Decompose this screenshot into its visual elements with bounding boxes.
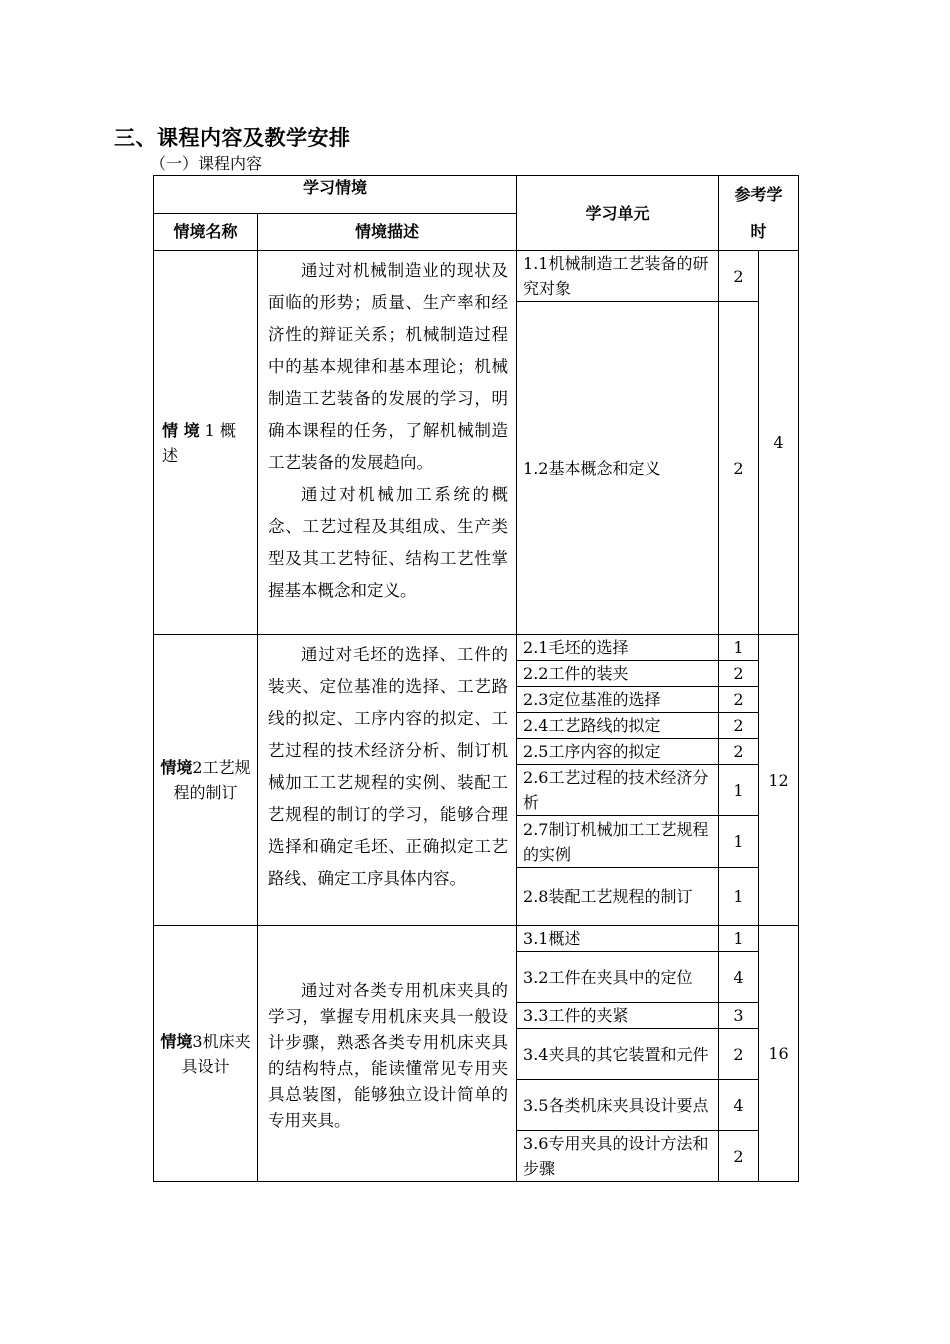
unit-hours: 2 bbox=[719, 1029, 759, 1080]
situation-description: 通过对毛坯的选择、工件的装夹、定位基准的选择、工艺路线的拟定、工序内容的拟定、工艺过程的技术经济分析、制订机械加工工艺规程的实例、装配工艺规程的制订的学习，能够合理选择和确定毛坯、正确拟定工艺路线、确定工序具体内容。 bbox=[258, 635, 517, 926]
unit-title: 2.4工艺路线的拟定 bbox=[517, 713, 719, 739]
unit-hours: 1 bbox=[719, 868, 759, 926]
unit-hours: 2 bbox=[719, 713, 759, 739]
subsection-heading: （一）课程内容 bbox=[150, 154, 263, 173]
header-unit: 学习单元 bbox=[517, 176, 719, 251]
unit-hours: 1 bbox=[719, 816, 759, 868]
unit-hours: 1 bbox=[719, 926, 759, 952]
unit-title: 2.6工艺过程的技术经济分析 bbox=[517, 765, 719, 816]
unit-hours: 2 bbox=[719, 661, 759, 687]
situation-description: 通过对机械制造业的现状及面临的形势；质量、生产率和经济性的辩证关系；机械制造过程中的基本规律和基本理论；机械制造工艺装备的发展的学习，明确本课程的任务，了解机械制造工艺装备的发展趋向。 通过对机械加工系统的概念、工艺过程及其组成、生产类型及其工艺特征、结构工艺性掌握基本概念和定义。 bbox=[258, 251, 517, 635]
unit-hours: 2 bbox=[719, 739, 759, 765]
section-heading: 三、课程内容及教学安排 bbox=[114, 126, 351, 150]
unit-hours: 2 bbox=[719, 687, 759, 713]
unit-title: 3.2工件在夹具中的定位 bbox=[517, 952, 719, 1003]
header-name: 情境名称 bbox=[154, 213, 258, 251]
situation-name: 情境3机床夹具设计 bbox=[154, 926, 258, 1182]
header-row bbox=[154, 176, 799, 214]
unit-title: 2.1毛坯的选择 bbox=[517, 635, 719, 661]
header-hours bbox=[719, 176, 799, 251]
unit-hours: 4 bbox=[719, 1080, 759, 1131]
unit-hours: 2 bbox=[719, 302, 759, 635]
situation-description: 通过对各类专用机床夹具的学习，掌握专用机床夹具一般设计步骤，熟悉各类专用机床夹具的结构特点，能读懂常见专用夹具总装图，能够独立设计简单的专用夹具。 bbox=[258, 926, 517, 1182]
table-row bbox=[154, 926, 799, 952]
unit-title: 3.5各类机床夹具设计要点 bbox=[517, 1080, 719, 1131]
unit-title: 1.1机械制造工艺装备的研究对象 bbox=[517, 251, 719, 302]
unit-title: 2.7制订机械加工工艺规程的实例 bbox=[517, 816, 719, 868]
header-description: 情境描述 bbox=[258, 213, 517, 251]
unit-title: 2.8装配工艺规程的制订 bbox=[517, 868, 719, 926]
unit-hours: 1 bbox=[719, 635, 759, 661]
unit-hours: 4 bbox=[719, 952, 759, 1003]
header-hours-line2: 时 bbox=[750, 222, 767, 241]
unit-title: 1.2基本概念和定义 bbox=[517, 302, 719, 635]
situation-name: 情境2工艺规程的制订 bbox=[154, 635, 258, 926]
unit-title: 2.2工件的装夹 bbox=[517, 661, 719, 687]
unit-title: 3.3工件的夹紧 bbox=[517, 1003, 719, 1029]
unit-title: 3.4夹具的其它装置和元件 bbox=[517, 1029, 719, 1080]
header-situation: 学习情境 bbox=[154, 176, 517, 214]
course-content-table bbox=[153, 175, 799, 1182]
situation-total-hours: 12 bbox=[759, 635, 799, 926]
situation-total-hours: 4 bbox=[759, 251, 799, 635]
unit-title: 3.6专用夹具的设计方法和步骤 bbox=[517, 1131, 719, 1182]
situation-total-hours: 16 bbox=[759, 926, 799, 1182]
header-hours-line1: 参考学 bbox=[734, 185, 783, 204]
situation-name: 情 境 1 概述 bbox=[154, 251, 258, 635]
unit-title: 2.3定位基准的选择 bbox=[517, 687, 719, 713]
unit-hours: 1 bbox=[719, 765, 759, 816]
unit-hours: 2 bbox=[719, 1131, 759, 1182]
unit-title: 2.5工序内容的拟定 bbox=[517, 739, 719, 765]
unit-hours: 2 bbox=[719, 251, 759, 302]
unit-hours: 3 bbox=[719, 1003, 759, 1029]
table-row bbox=[154, 635, 799, 661]
unit-title: 3.1概述 bbox=[517, 926, 719, 952]
table-row bbox=[154, 251, 799, 302]
